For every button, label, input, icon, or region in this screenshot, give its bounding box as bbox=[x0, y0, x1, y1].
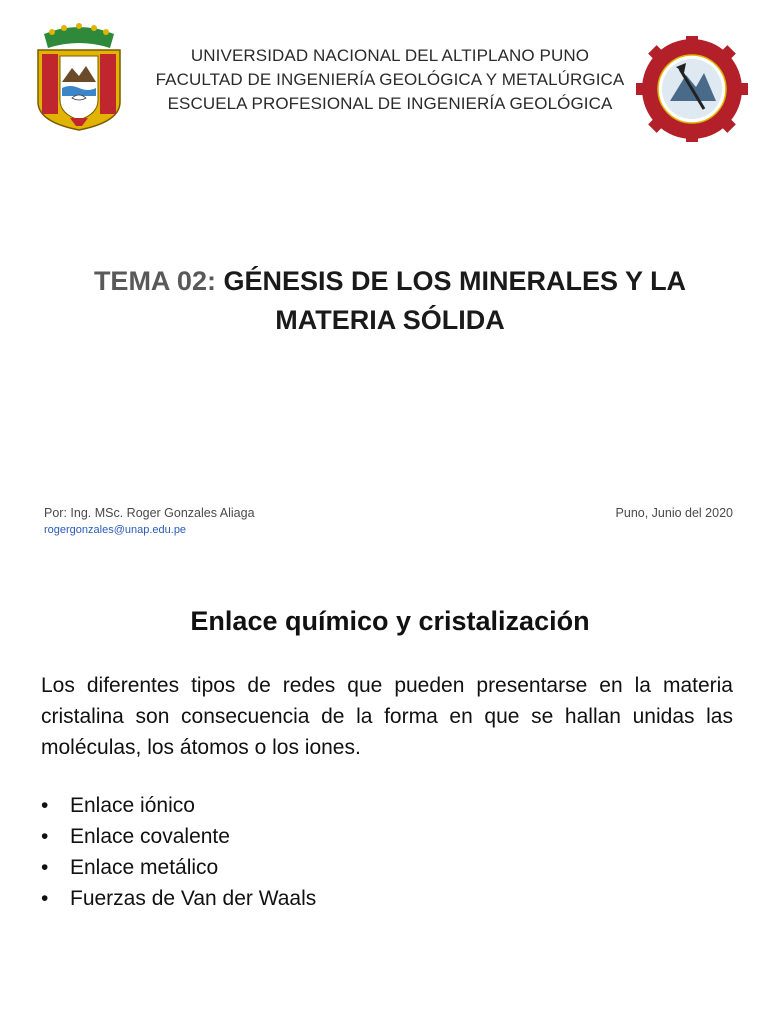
list-item bbox=[41, 790, 316, 821]
list-item-text: Fuerzas de Van der Waals bbox=[70, 887, 317, 910]
slide-title: Enlace químico y cristalización bbox=[190, 606, 590, 636]
list-item-text: Enlace covalente bbox=[70, 825, 230, 848]
engineering-school-gear-logo bbox=[636, 36, 748, 142]
list-item-text: Enlace metálico bbox=[70, 856, 219, 879]
title-main: GÉNESIS DE LOS MINERALES Y LA MATERIA SÓLIDA bbox=[223, 266, 687, 335]
bullet-dot: • bbox=[41, 887, 49, 910]
bullet-dot: • bbox=[41, 856, 49, 879]
bond-types-list bbox=[41, 790, 316, 914]
university-shield-logo bbox=[30, 22, 128, 132]
list-item-text: Enlace iónico bbox=[70, 794, 195, 817]
faculty-name: FACULTAD DE INGENIERÍA GEOLÓGICA Y METALÚRGICA bbox=[155, 70, 625, 89]
list-item bbox=[41, 852, 316, 883]
bullet-dot: • bbox=[41, 794, 49, 817]
intro-paragraph: Los diferentes tipos de redes que pueden presentarse en la materia cristalina son consecuencia de la forma en que se hallan unidas las moléculas, los átomos o los iones. bbox=[41, 674, 733, 759]
presentation-date: Puno, Junio del 2020 bbox=[615, 506, 733, 520]
author-line: Por: Ing. MSc. Roger Gonzales Aliaga bbox=[44, 506, 255, 520]
presentation-title bbox=[60, 262, 720, 340]
institution-header bbox=[140, 44, 640, 116]
list-item bbox=[41, 883, 316, 914]
content-slide bbox=[0, 560, 768, 1024]
bullet-dot: • bbox=[41, 825, 49, 848]
title-prefix: TEMA 02: bbox=[93, 266, 216, 296]
university-name: UNIVERSIDAD NACIONAL DEL ALTIPLANO PUNO bbox=[190, 46, 590, 65]
list-item bbox=[41, 821, 316, 852]
school-name: ESCUELA PROFESIONAL DE INGENIERÍA GEOLÓGICA bbox=[167, 94, 613, 113]
author-email-link[interactable]: rogergonzales@unap.edu.pe bbox=[44, 524, 187, 536]
